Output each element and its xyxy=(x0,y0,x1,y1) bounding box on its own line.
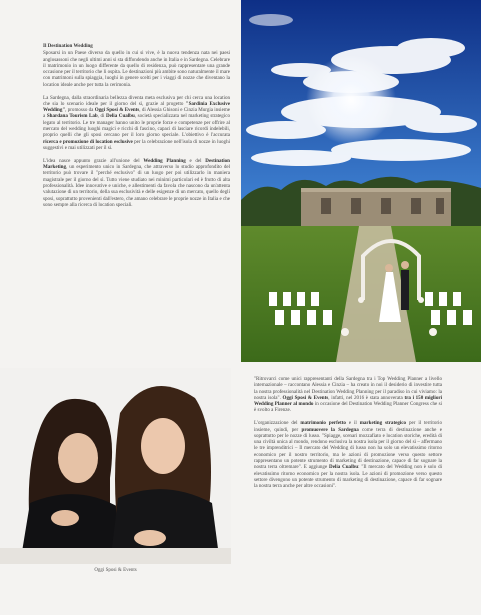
article-title: Il Destination Wedding xyxy=(43,43,93,49)
wedding-ceremony-photo xyxy=(241,0,481,362)
strategic-marketing-highlight: marketing strategico xyxy=(359,420,407,427)
project-name: "Sardinia Exclusive Wedding" xyxy=(43,100,230,114)
perfect-marriage-highlight: matrimonio perfetto xyxy=(300,420,346,427)
company-name: Oggi Sposi & Events xyxy=(94,107,140,114)
article-column-right xyxy=(254,376,442,496)
partner-name: Shardana Tourism Lab xyxy=(46,113,98,120)
article-paragraph-1: Sposarsi in un Paese diverso da quello in cui si vive, è la nuova tendenza nata nei paesi anglosassoni che negli ultimi anni si sta diffondendo anche in Italia e in Sardegna. Celebrare il matrimonio in un luogo differente da quello di residenza, può rappresentare una grande occasione per il territorio che li ospita. Le destinazioni più ambite sono naturalmente il mare con matrimoni sulla spiaggia, luoghi in genere scelti per i viaggi di nozze che diventano la location ideale anche per tutta la cerimonia. xyxy=(43,50,230,88)
promote-sardinia-highlight: promuovere la Sardegna xyxy=(301,426,359,433)
company-name-2: Oggi Sposi & Events xyxy=(282,394,329,401)
person-name-2: Delia Cualbu xyxy=(329,464,359,471)
goal-highlight: ricerca e promozione di location esclusive xyxy=(43,138,133,145)
article-paragraph-2: La Sardegna, dalla straordinaria bellezza diventa meta esclusiva per chi cerca una location che sia lo scenario ideale per il giorno del sì, grazie al progetto "Sardinia Exclusive Wedding", promosso da Oggi Sposi & Events, di Alessia Ghisoni e Cinzia Murgia insieme a Shardana Tourism Lab, di Delia Cualbu, società specializzata nel marketing strategico legato al territorio. Le tre manager hanno unito le proprie forze e competenze per offrire al mercato del wedding luoghi magici e ricchi di fascino, capaci di lasciare ricordi indelebili, proprio quelli che gli sposi cercano per il loro giorno speciale. L'obiettivo è l'accurata ricerca e promozione di location esclusive per la celebrazione nell'isola di nozze in luoghi suggestivi e mai utilizzati per il sì. xyxy=(43,94,230,151)
founders-portrait-photo xyxy=(0,368,231,564)
person-name: Delia Cualbu xyxy=(106,113,135,120)
ranking-highlight: tra i 150 migliori Wedding Planner al mondo xyxy=(254,394,442,408)
wedding-planning-highlight: Wedding Planning xyxy=(143,157,186,164)
article-column-left xyxy=(43,43,230,215)
article-paragraph-3: L'idea nasce appunto grazie all'unione del Wedding Planning e del Destination Marketing, un esperimento unico in Sardegna, che attraverso lo studio approfondito del territorio può trovare il "perché esclusivo" di un luogo per poi utilizzarlo in maniera magistrale per il giorno del sì. Tutto viene studiato nei minimi particolari ed è frutto di alta professionalità. Idee innovative e uniche, e allestimenti da favola che nascono da un'attenta valutazione di un territorio, della sua esclusività e delle esigenze di un mercato, quello degli sposi, soprattutto provenienti dall'estero, che amano celebrare le proprie nozze in Italia e che sono sempre alla ricerca di location speciali. xyxy=(43,157,230,208)
quote-paragraph-1: "Ritrovarci come unici rappresentanti della Sardegna tra i Top Wedding Planner a livello internazionale – raccontano Alessia e Cinzia – ha creato in noi il desiderio di investire tutta la nostra professionalità nel Destination Wedding Planning per il paradiso in cui viviamo: la nostra isola". Oggi Sposi & Events, infatti, nel 2016 è stata annoverata tra i 150 migliori Wedding Planner al mondo in occasione del Destination Wedding Planner Congress che si è svolto a Firenze. xyxy=(254,376,442,414)
quote-paragraph-2: L'organizzazione del matrimonio perfetto e il marketing strategico per il territorio insieme, quindi, per promuovere la Sardegna come terra di destinazione anche e soprattutto per le nozze di lusso. "Spiagge, scenari mozzafiato e location storiche, eredità di una civiltà unica al mondo, rendono esclusiva la nostra isola per il giorno del sì – affermano le tre imprenditrici – Il mercato del Wedding di lusso non ha solo un elevatissimo ritorno economico per il nostro territorio, ma le azioni di promozione verso questo settore rappresentano un potente strumento di marketing di destinazione, capace di far sognare la nostra terra oltremare". E aggiunge Delia Cualbu: "Il mercato del Wedding non è solo di elevatissimo ritorno economico per la nostra isola. Le azioni di promozione verso questo settore divengono un potente strumento di marketing di destinazione, capace di far sognare la nostra terra anche per altre occasioni". xyxy=(254,420,442,490)
photo-caption: Oggi Sposi & Events xyxy=(94,568,137,573)
destination-marketing-highlight: Destination Marketing xyxy=(43,157,230,171)
